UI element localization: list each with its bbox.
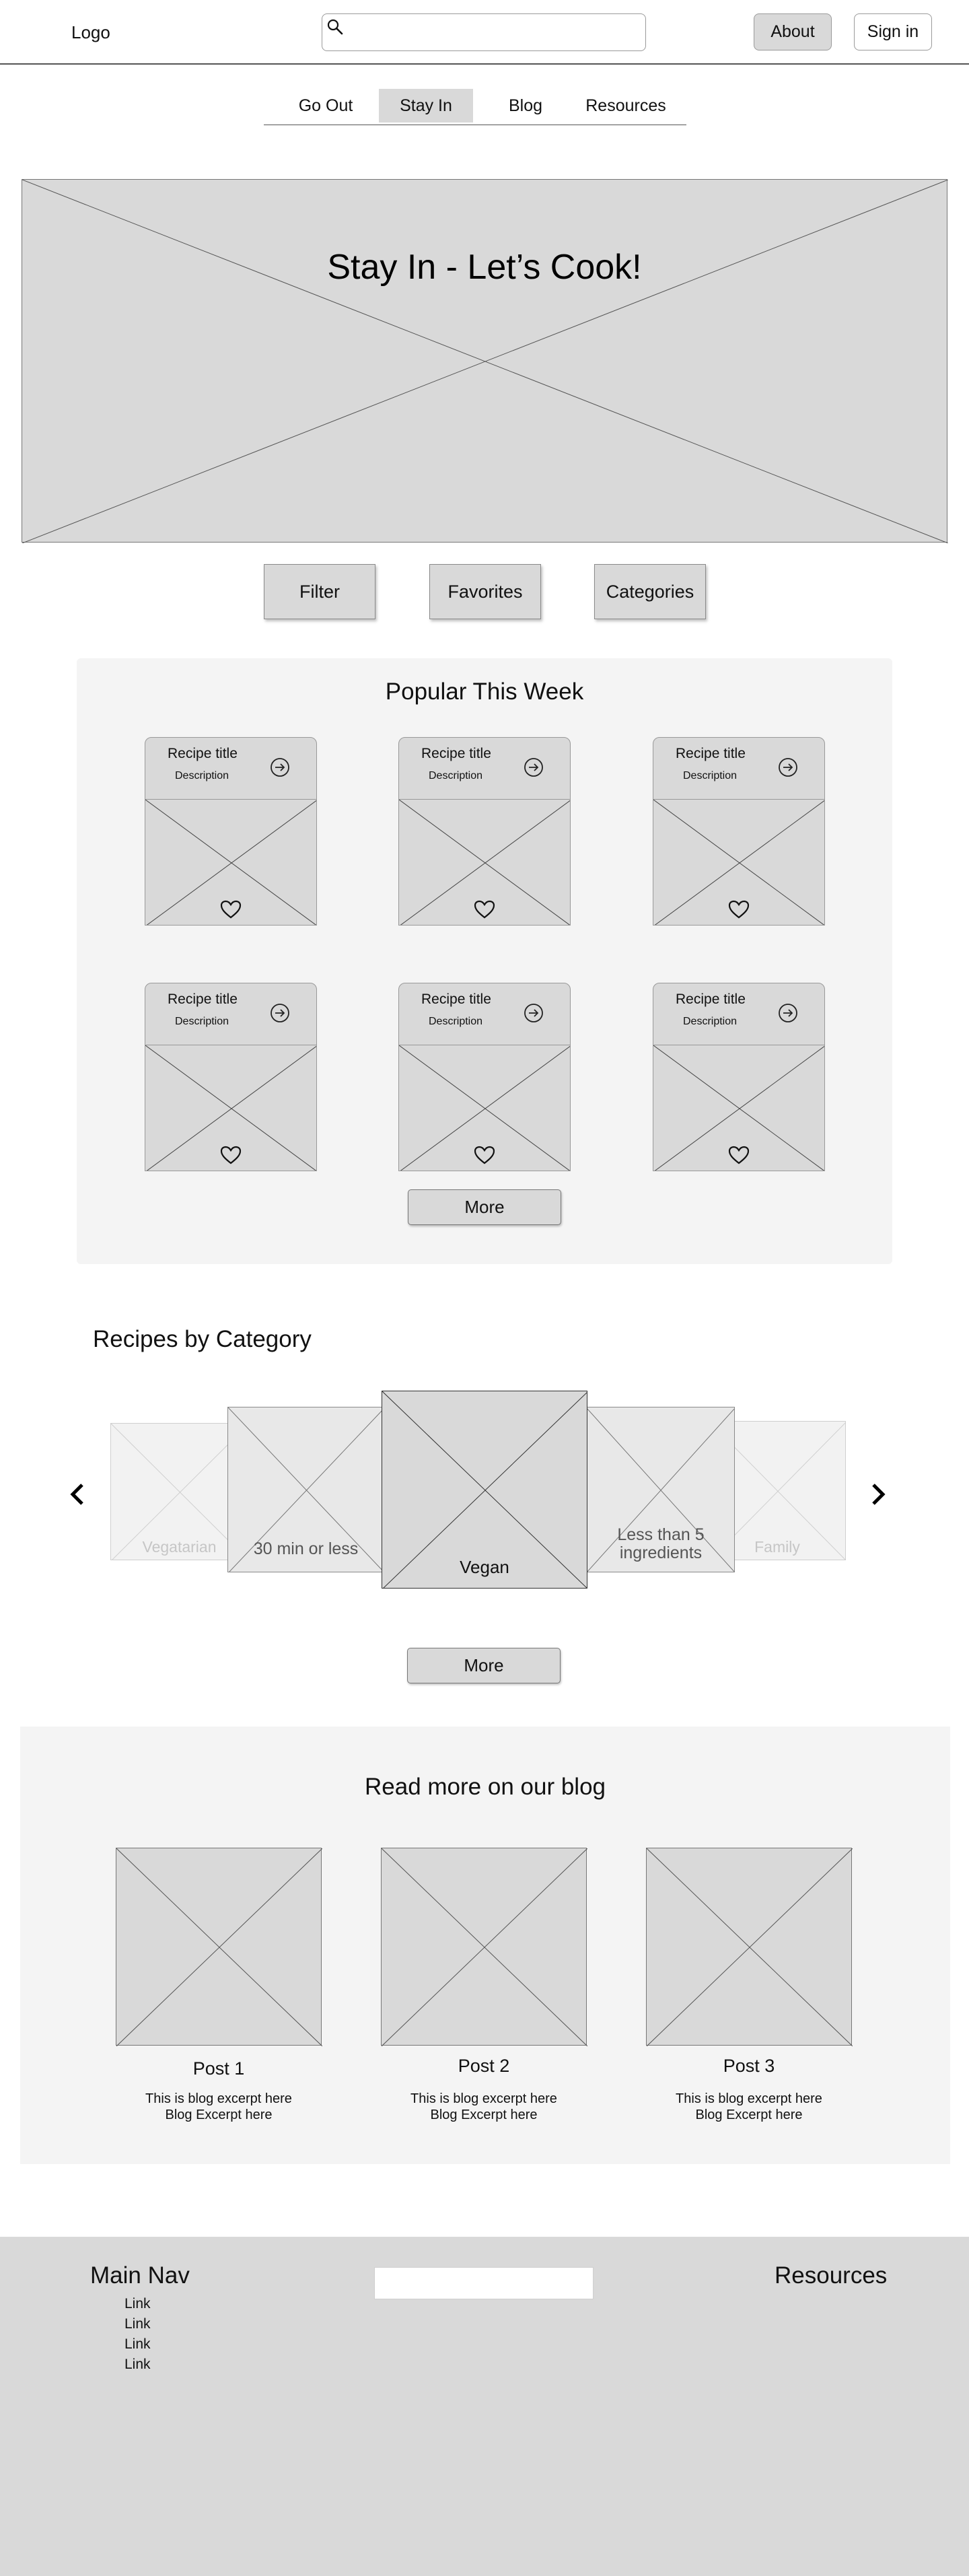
heart-icon[interactable] [473, 1145, 496, 1165]
category-label: Vegan [460, 1557, 509, 1577]
chevron-right-icon[interactable] [868, 1481, 888, 1508]
blog-post-image[interactable] [381, 1848, 587, 2046]
blog-post-image[interactable] [116, 1848, 322, 2046]
heart-icon[interactable] [219, 899, 242, 919]
recipe-title: Recipe title [421, 746, 491, 761]
filter-button[interactable]: Filter [264, 564, 375, 619]
footer-link[interactable]: Link [124, 2316, 151, 2332]
blog-post-excerpt: This is blog excerpt here [676, 2091, 822, 2106]
blog-post-title[interactable]: Post 3 [723, 2056, 775, 2076]
popular-title: Popular This Week [385, 678, 584, 705]
recipe-description: Description [175, 770, 229, 781]
recipe-card[interactable] [398, 983, 571, 1171]
category-section-title: Recipes by Category [93, 1326, 312, 1352]
blog-title: Read more on our blog [365, 1774, 606, 1800]
category-label: Family [754, 1538, 800, 1556]
blog-section [20, 1727, 950, 2164]
footer-link[interactable]: Link [124, 2336, 151, 2352]
category-label: 30 min or less [253, 1539, 359, 1558]
blog-post-title[interactable]: Post 2 [458, 2056, 510, 2076]
category-label: Vegatarian [142, 1538, 217, 1556]
favorites-button[interactable]: Favorites [429, 564, 541, 619]
arrow-right-circle-icon[interactable] [777, 1002, 799, 1024]
recipe-card[interactable] [398, 737, 571, 926]
category-card-less-than-5[interactable] [585, 1407, 735, 1572]
popular-section [77, 658, 892, 1264]
recipe-title: Recipe title [676, 746, 746, 761]
arrow-right-circle-icon[interactable] [269, 757, 291, 778]
arrow-right-circle-icon[interactable] [523, 1002, 544, 1024]
category-card-vegan[interactable] [382, 1391, 587, 1589]
categories-button[interactable]: Categories [594, 564, 706, 619]
footer-link[interactable]: Link [124, 2357, 151, 2372]
recipe-title: Recipe title [421, 991, 491, 1007]
recipe-description: Description [175, 1016, 229, 1027]
header-divider [0, 63, 969, 65]
hero-image-placeholder [22, 180, 948, 543]
recipe-title: Recipe title [168, 746, 238, 761]
popular-more-button[interactable]: More [408, 1189, 561, 1225]
search-input[interactable] [322, 13, 646, 51]
recipe-description: Description [683, 770, 738, 781]
arrow-right-circle-icon[interactable] [777, 757, 799, 778]
arrow-right-circle-icon[interactable] [269, 1002, 291, 1024]
image-placeholder [116, 1848, 322, 2046]
footer [0, 2237, 969, 2576]
tab-stay-in[interactable]: Stay In [379, 89, 473, 123]
blog-post-excerpt: Blog Excerpt here [430, 2108, 538, 2122]
logo[interactable]: Logo [71, 22, 110, 42]
blog-post-excerpt: This is blog excerpt here [145, 2091, 292, 2106]
blog-post-image[interactable] [646, 1848, 852, 2046]
tab-resources[interactable]: Resources [585, 96, 666, 115]
category-label: Less than 5 ingredients [617, 1525, 705, 1562]
recipe-card[interactable] [145, 983, 317, 1171]
hero-banner [22, 179, 947, 543]
recipe-title: Recipe title [168, 991, 238, 1007]
heart-icon[interactable] [727, 1145, 750, 1165]
tab-blog[interactable]: Blog [508, 96, 543, 115]
image-placeholder [382, 1848, 587, 2046]
recipe-card[interactable] [653, 983, 825, 1171]
blog-post-excerpt: Blog Excerpt here [695, 2108, 803, 2122]
about-button[interactable]: About [754, 13, 832, 50]
blog-post-excerpt: This is blog excerpt here [410, 2091, 557, 2106]
recipe-title: Recipe title [676, 991, 746, 1007]
footer-resources-title: Resources [775, 2262, 888, 2289]
footer-main-nav-title: Main Nav [90, 2262, 190, 2289]
chevron-left-icon[interactable] [67, 1481, 87, 1508]
arrow-right-circle-icon[interactable] [523, 757, 544, 778]
search-icon [326, 18, 344, 36]
heart-icon[interactable] [473, 899, 496, 919]
hero-title: Stay In - Let’s Cook! [327, 248, 642, 287]
top-nav [264, 89, 686, 125]
category-card-30-min[interactable] [227, 1407, 384, 1572]
image-placeholder [647, 1848, 853, 2046]
recipe-description: Description [683, 1016, 738, 1027]
recipe-card[interactable] [653, 737, 825, 926]
footer-link[interactable]: Link [124, 2296, 151, 2311]
blog-post-excerpt: Blog Excerpt here [165, 2108, 273, 2122]
footer-input[interactable] [374, 2267, 594, 2299]
heart-icon[interactable] [727, 899, 750, 919]
blog-post-title[interactable]: Post 1 [192, 2058, 245, 2079]
recipe-card[interactable] [145, 737, 317, 926]
category-more-button[interactable]: More [407, 1648, 561, 1683]
recipe-description: Description [429, 770, 483, 781]
heart-icon[interactable] [219, 1145, 242, 1165]
recipe-description: Description [429, 1016, 483, 1027]
sign-in-button[interactable]: Sign in [854, 13, 932, 50]
tab-go-out[interactable]: Go Out [298, 96, 353, 115]
